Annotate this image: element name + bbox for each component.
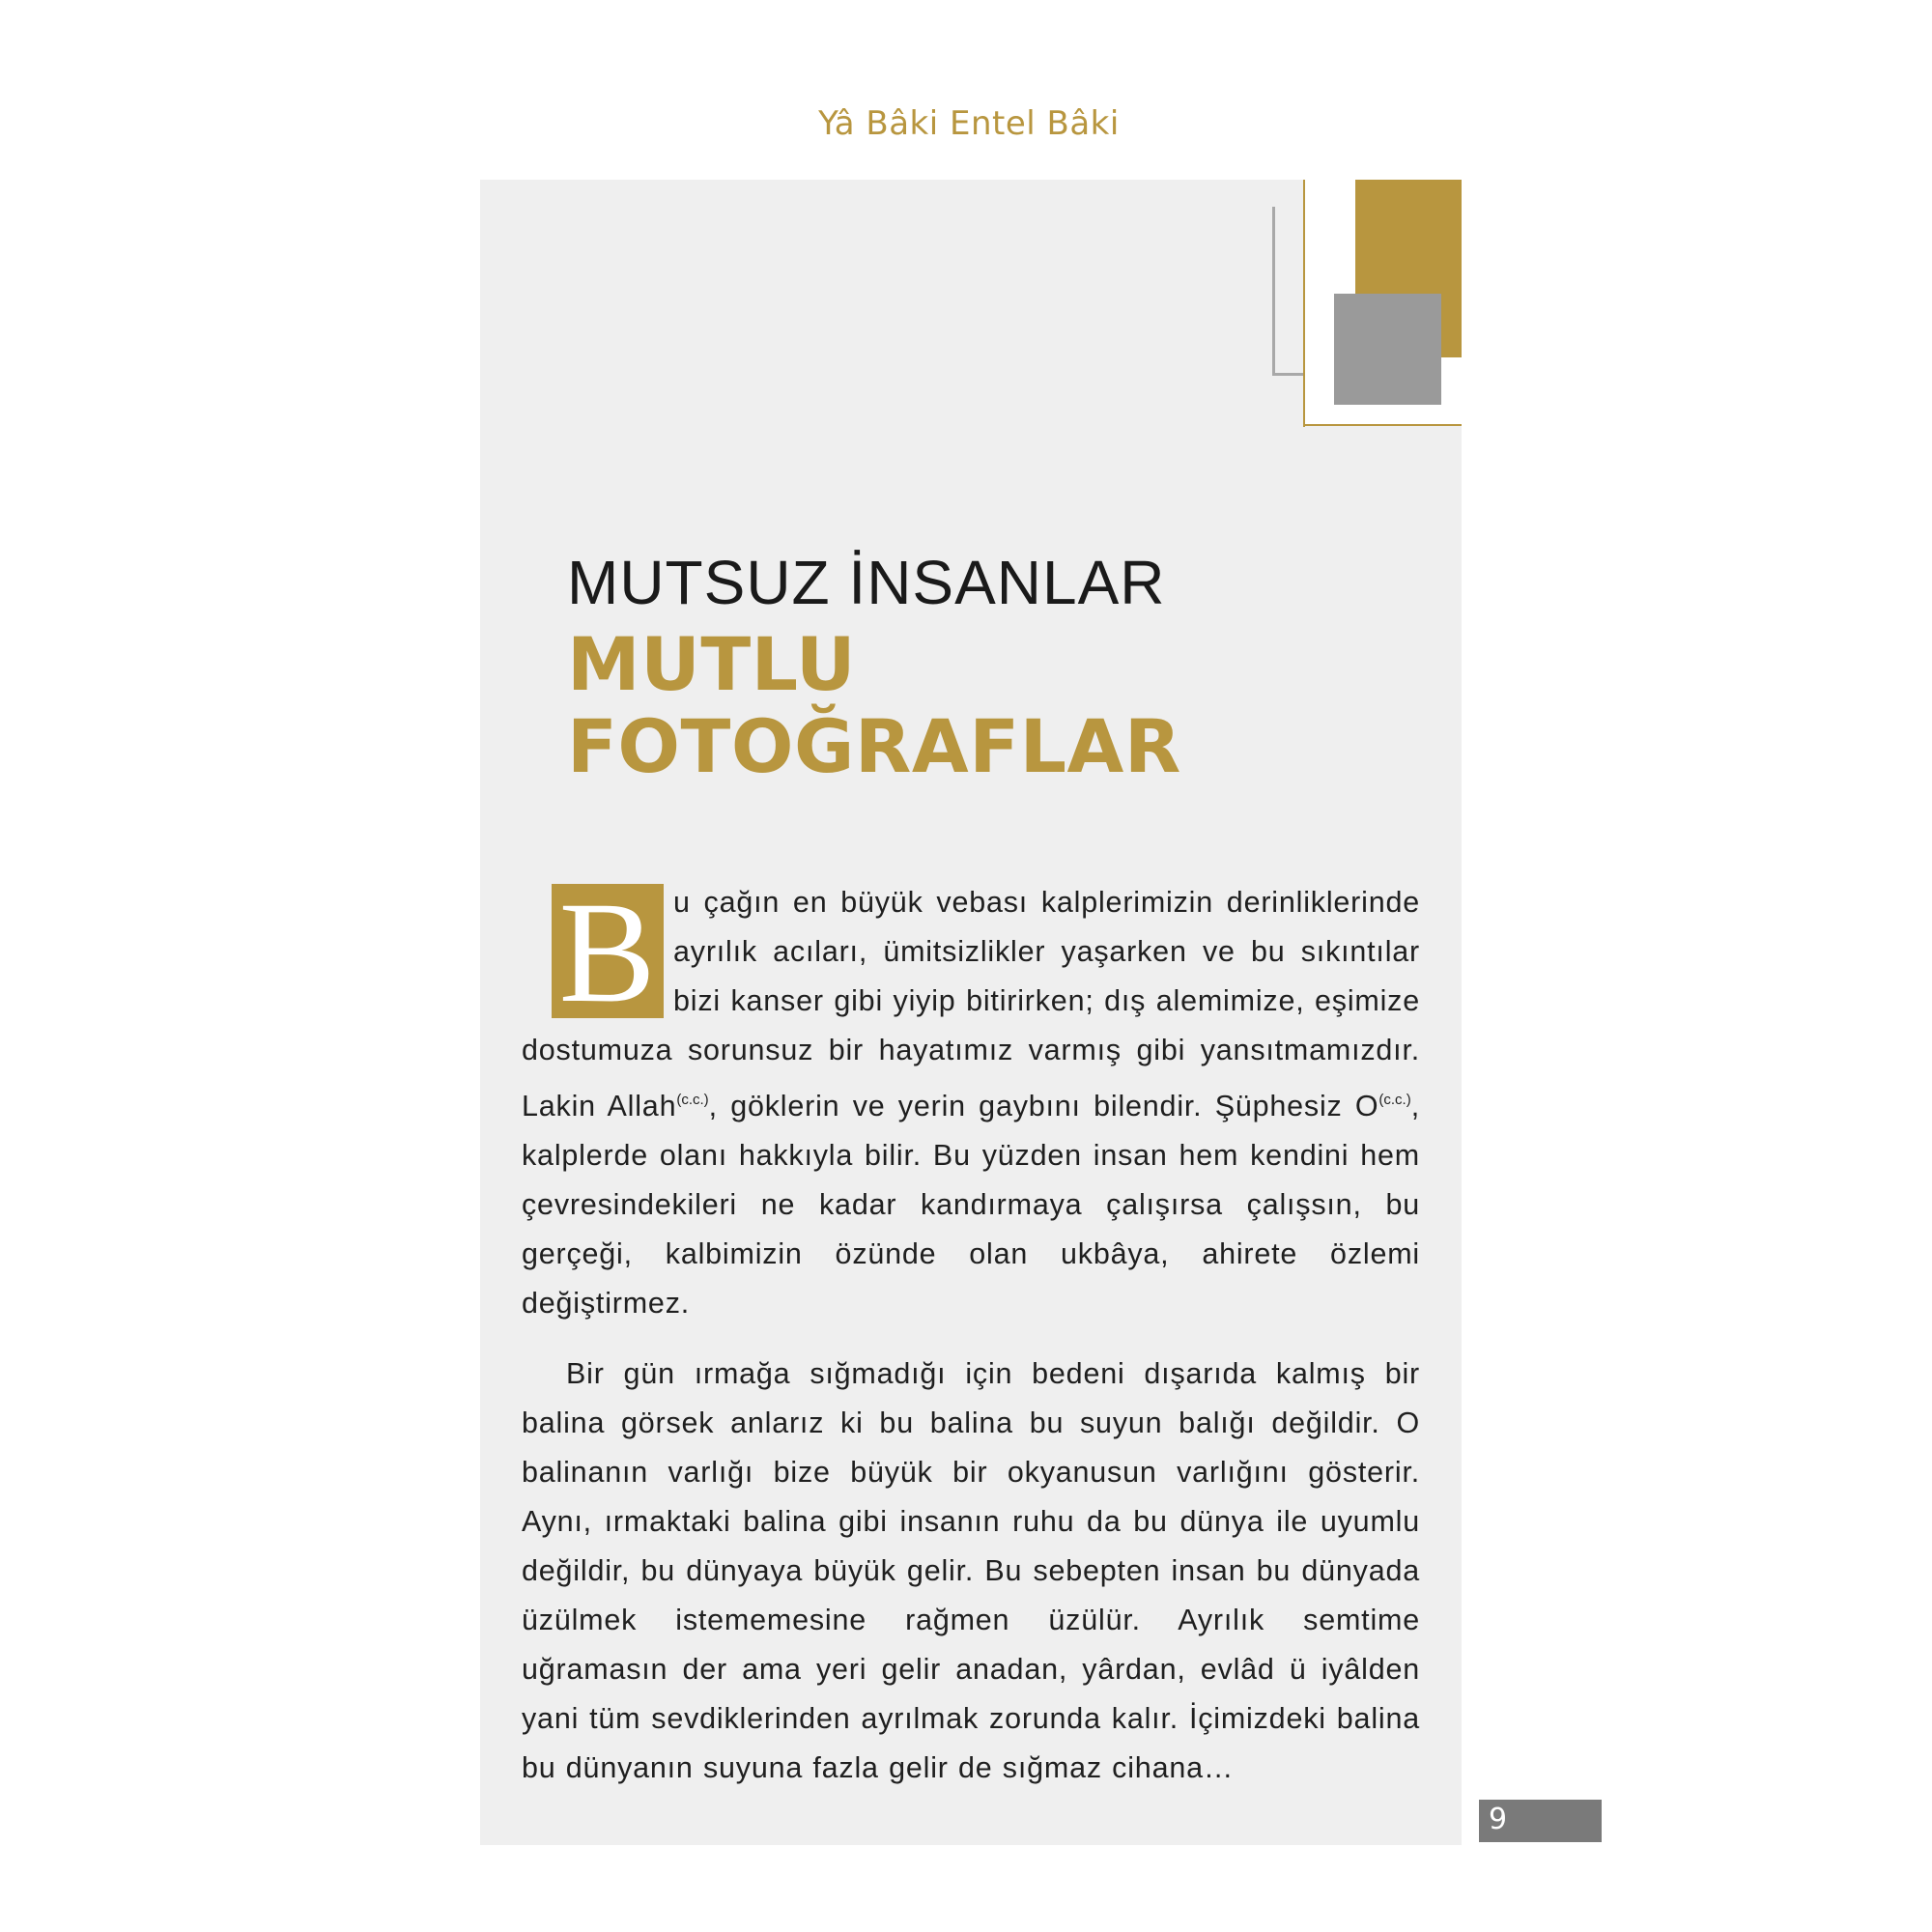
paragraph-1-text-c: , kalplerde olanı hakkıyla bilir. Bu yüzden insan hem kendini hem çevresindekileri ne kadar kandırmaya çalışırsa çalışsın, bu gerçeği, kalbimizin özünde olan ukbâya, ahirete özlemi değiştirmez. — [522, 1090, 1420, 1320]
paragraph-1-text-a: u çağın en büyük vebası kalplerimizin derinliklerinde ayrılık acıları, ümitsizlikler yaşarken ve bu sıkıntılar bizi kanser gibi yiyip bitirirken; dış alemimize, eşimize dostumuza sorunsuz bir hayatımız varmış gibi yansıtmamızdır. Lakin Allah — [522, 886, 1420, 1122]
decorative-gold-line-vertical — [1303, 180, 1305, 427]
honorific-superscript: (c.c.) — [676, 1092, 709, 1108]
page-number-tab — [1479, 1800, 1602, 1842]
decorative-gray-line-vertical — [1272, 207, 1275, 376]
honorific-superscript: (c.c.) — [1378, 1092, 1411, 1108]
body-paragraph-1 — [522, 878, 1420, 1328]
drop-cap — [552, 884, 664, 1018]
running-head: Yâ Bâki Entel Bâki — [818, 104, 1120, 143]
body-paragraph-2: Bir gün ırmağa sığmadığı için bedeni dışarıda kalmış bir balina görsek anlarız ki bu balina bu suyun balığı değildir. O balinanın varlığı bize büyük bir okyanusun varlığını gösterir. Aynı, ırmaktaki balina gibi insanın ruhu da bu dünya ile uyumlu değildir, bu dünyaya büyük gelir. Bu sebepten insan bu dünyada üzülmek istememesine rağmen üzülür. Ayrılık semtime uğramasın der ama yeri gelir anadan, yârdan, evlâd ü iyâlden yani tüm sevdiklerinden ayrılmak zorunda kalır. İçimizdeki balina bu dünyanın suyuna fazla gelir de sığmaz cihana… — [522, 1357, 1420, 1784]
chapter-title-line-3: FOTOĞRAFLAR — [567, 703, 1181, 789]
chapter-title-line-1: MUTSUZ İNSANLAR — [567, 548, 1166, 617]
drop-cap-letter: B — [558, 884, 657, 1018]
decorative-gray-block — [1334, 294, 1441, 405]
paragraph-1-text-b: , göklerin ve yerin gaybını bilendir. Şüphesiz O — [708, 1090, 1379, 1122]
decorative-gold-line-horizontal — [1303, 424, 1462, 426]
chapter-title-line-2: MUTLU — [567, 621, 857, 707]
page-number: 9 — [1489, 1803, 1508, 1836]
